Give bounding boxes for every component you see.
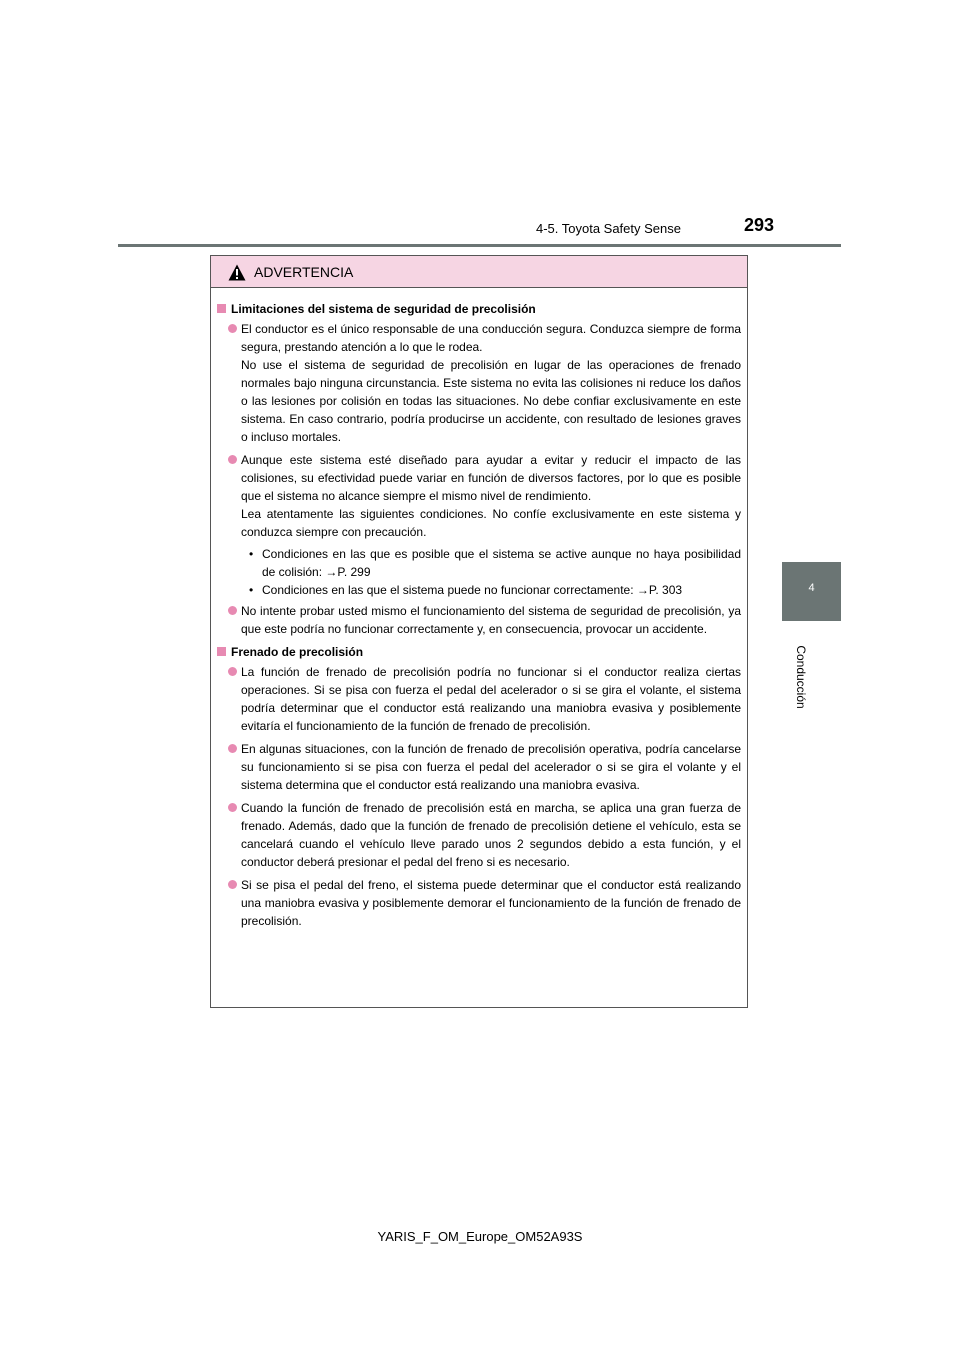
circle-bullet-icon xyxy=(228,667,237,676)
bullet-item xyxy=(217,320,741,446)
bullet-item xyxy=(217,602,741,638)
bullet-item xyxy=(217,740,741,794)
bullet-paragraph: En algunas situaciones, con la función de frenado de precolisión operativa, podría cancelarse su funcionamiento si se pisa con fuerza el pedal del acelerador o si se gira el volante y el sistema determina que el conductor está realizando una maniobra evasiva. xyxy=(241,742,741,792)
page-number: 293 xyxy=(743,215,774,235)
bullet-item xyxy=(217,451,741,541)
warning-body xyxy=(211,288,747,930)
circle-bullet-icon xyxy=(228,606,237,615)
warning-title: ADVERTENCIA xyxy=(254,264,354,280)
chapter-label: Conducción xyxy=(794,645,808,709)
section-heading xyxy=(217,300,741,318)
sub-bullet-mark: • xyxy=(249,547,254,561)
bullet-item xyxy=(217,663,741,735)
bullet-paragraph: La función de frenado de precolisión podría no funcionar si el conductor realiza ciertas operaciones. Si se pisa con fuerza el pedal del acelerador o si se gira el volante, el sistema podría determinar que el conductor está realizando una maniobra evasiva y posiblemente evitaría el funcionamiento de la función de frenado de precolisión. xyxy=(241,665,741,733)
section-heading-text: Frenado de precolisión xyxy=(231,645,364,659)
section-heading-text: Limitaciones del sistema de seguridad de precolisión xyxy=(231,302,536,316)
sub-item xyxy=(217,545,741,581)
bullet-paragraph: Cuando la función de frenado de precolisión está en marcha, se aplica una gran fuerza de frenado. Además, dado que la función de frenado de precolisión detiene el vehículo, esta se cancelará cuando el vehículo lleve parado unos 2 segundos debido a esta función, y el conductor deberá presionar el pedal del freno si es necesario. xyxy=(241,801,741,869)
bullet-paragraph: Si se pisa el pedal del freno, el sistema puede determinar que el conductor está realizando una maniobra evasiva y posiblemente demorar el funcionamiento de la función de frenado de precolisión. xyxy=(241,878,741,928)
circle-bullet-icon xyxy=(228,880,237,889)
chapter-tab xyxy=(782,562,841,621)
circle-bullet-icon xyxy=(228,744,237,753)
header-rule xyxy=(118,244,841,247)
sub-item-text: Condiciones en las que el sistema puede no funcionar correctamente: →P. 303 xyxy=(262,583,683,597)
square-bullet-icon xyxy=(217,304,226,313)
circle-bullet-icon xyxy=(228,324,237,333)
sub-list xyxy=(217,545,741,599)
square-bullet-icon xyxy=(217,647,226,656)
bullet-paragraph: Aunque este sistema esté diseñado para ayudar a evitar y reducir el impacto de las colisiones, su efectividad puede variar en función de diversos factores, por lo que es posible que el sistema no alcance siempre el mismo nivel de rendimiento. xyxy=(241,453,741,503)
sub-item-text: Condiciones en las que es posible que el sistema se active aunque no haya posibilidad de colisión: →P. 299 xyxy=(262,547,741,579)
warning-triangle-icon xyxy=(228,264,246,281)
sub-bullet-mark: • xyxy=(249,583,254,597)
chapter-side-label xyxy=(786,630,816,740)
bullet-paragraph: No use el sistema de seguridad de precolisión en lugar de las operaciones de frenado normales bajo ninguna circunstancia. Este sistema no evita las colisiones ni reduce los daños o las lesiones por colisión en todas las situaciones. No debe confiar exclusivamente en este sistema. En caso contrario, podría producirse un accidente, con resultado de lesiones graves o incluso mortales. xyxy=(241,358,741,444)
sub-item xyxy=(217,581,741,599)
section-title: 4-5. Toyota Safety Sense xyxy=(535,221,681,236)
circle-bullet-icon xyxy=(228,455,237,464)
warning-box xyxy=(210,255,748,1008)
circle-bullet-icon xyxy=(228,803,237,812)
bullet-paragraph: No intente probar usted mismo el funcionamiento del sistema de seguridad de precolisión, ya que este podría no funcionar correctamente y, en consecuencia, provocar un accidente. xyxy=(241,604,741,636)
chapter-number: 4 xyxy=(808,582,815,594)
warning-header xyxy=(211,256,747,288)
document-id: YARIS_F_OM_Europe_OM52A93S xyxy=(377,1229,583,1244)
section-heading xyxy=(217,643,741,661)
bullet-paragraph: El conductor es el único responsable de una conducción segura. Conduzca siempre de forma segura, prestando atención a lo que le rodea. xyxy=(241,322,741,354)
bullet-item xyxy=(217,799,741,871)
bullet-paragraph: Lea atentamente las siguientes condiciones. No confíe exclusivamente en este sistema y conduzca siempre con precaución. xyxy=(241,507,741,539)
bullet-item xyxy=(217,876,741,930)
